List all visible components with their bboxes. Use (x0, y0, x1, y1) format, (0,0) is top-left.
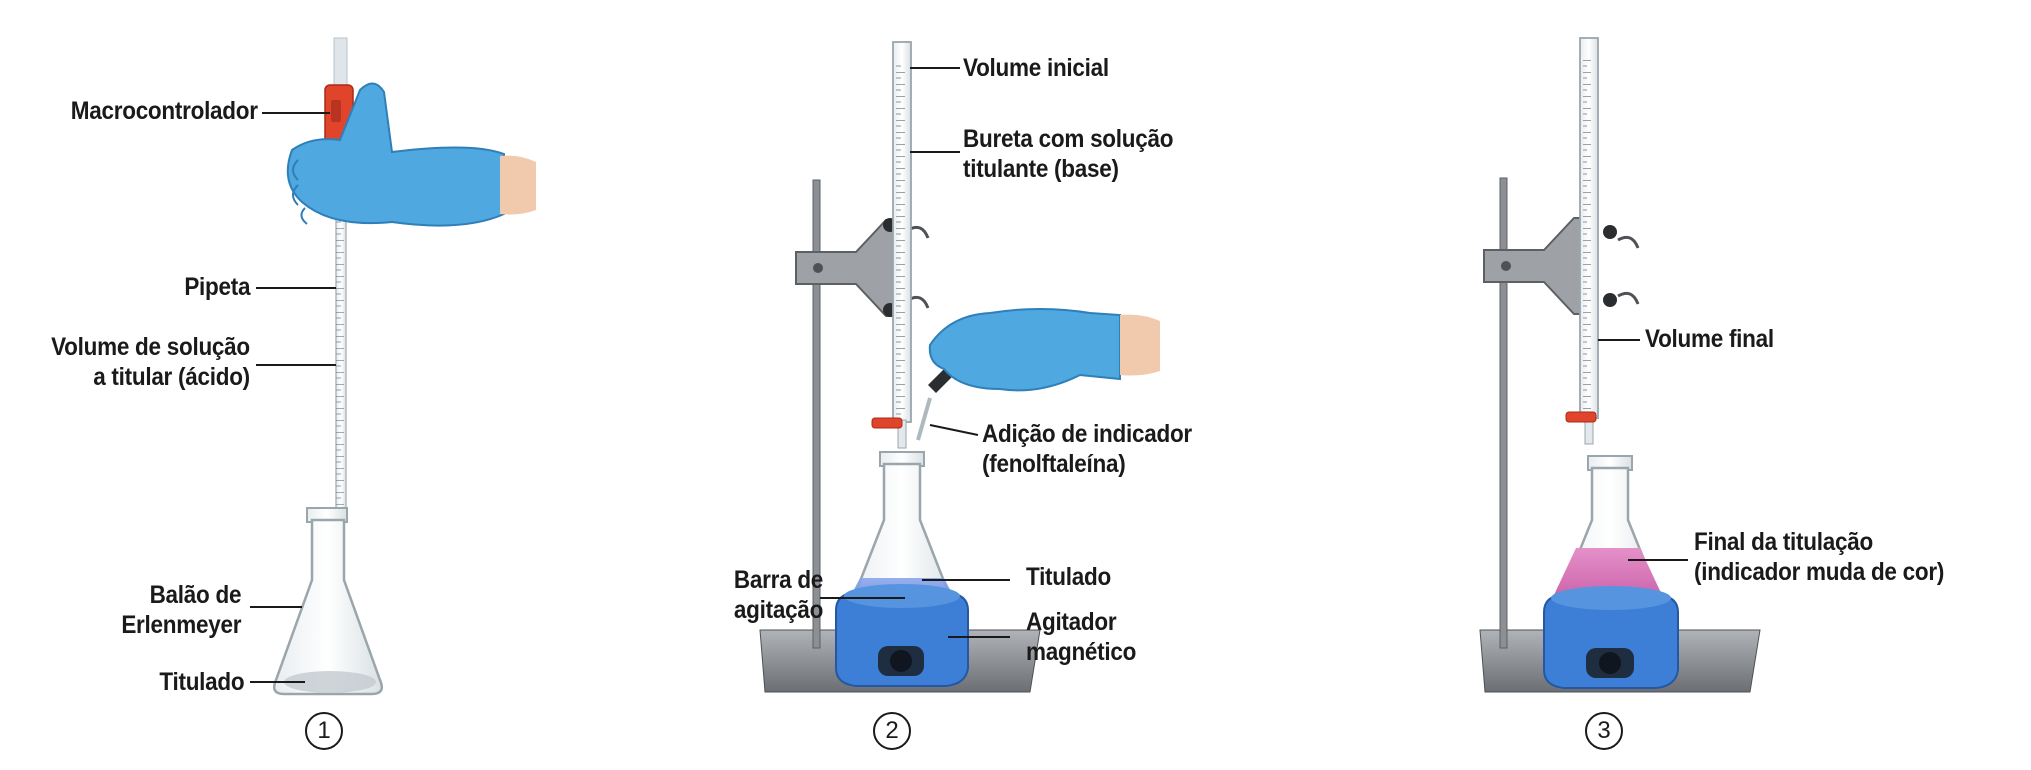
label-titulado-2: Titulado (1026, 563, 1111, 591)
label-pipeta: Pipeta (184, 273, 250, 301)
panel-number-1: 1 (305, 712, 343, 750)
label-barra-agitacao: Barra de agitação (733, 566, 823, 624)
label-macrocontrolador: Macrocontrolador (71, 97, 258, 125)
panel-number-3: 3 (1585, 712, 1623, 750)
magnetic-stirrer-3 (1544, 586, 1678, 688)
label-balao-erlenmeyer: Balão de Erlenmeyer (121, 581, 241, 639)
stopcock-3 (1566, 412, 1596, 422)
erlenmeyer-flask-1 (274, 508, 382, 694)
magnetic-stirrer-2 (836, 584, 968, 686)
label-agitador-magnetico: Agitador magnético (1026, 608, 1137, 666)
stand-rod-3 (1500, 178, 1507, 648)
panel-1-pipette (250, 38, 536, 694)
panel-number-2: 2 (873, 712, 911, 750)
label-volume-final: Volume final (1645, 325, 1774, 353)
label-titulado-1: Titulado (159, 668, 244, 696)
panel-3-setup (1480, 38, 1760, 692)
pipette-top (334, 38, 347, 90)
label-bureta: Bureta com solução titulante (base) (963, 125, 1174, 183)
label-adicao-indicador: Adição de indicador (fenolftaleína) (982, 420, 1192, 478)
stopcock-2 (872, 418, 902, 428)
label-volume-inicial: Volume inicial (963, 54, 1109, 82)
label-final-titulacao: Final da titulação (indicador muda de cor) (1694, 528, 1945, 586)
label-volume-solucao: Volume de solução a titular (ácido) (51, 333, 250, 391)
